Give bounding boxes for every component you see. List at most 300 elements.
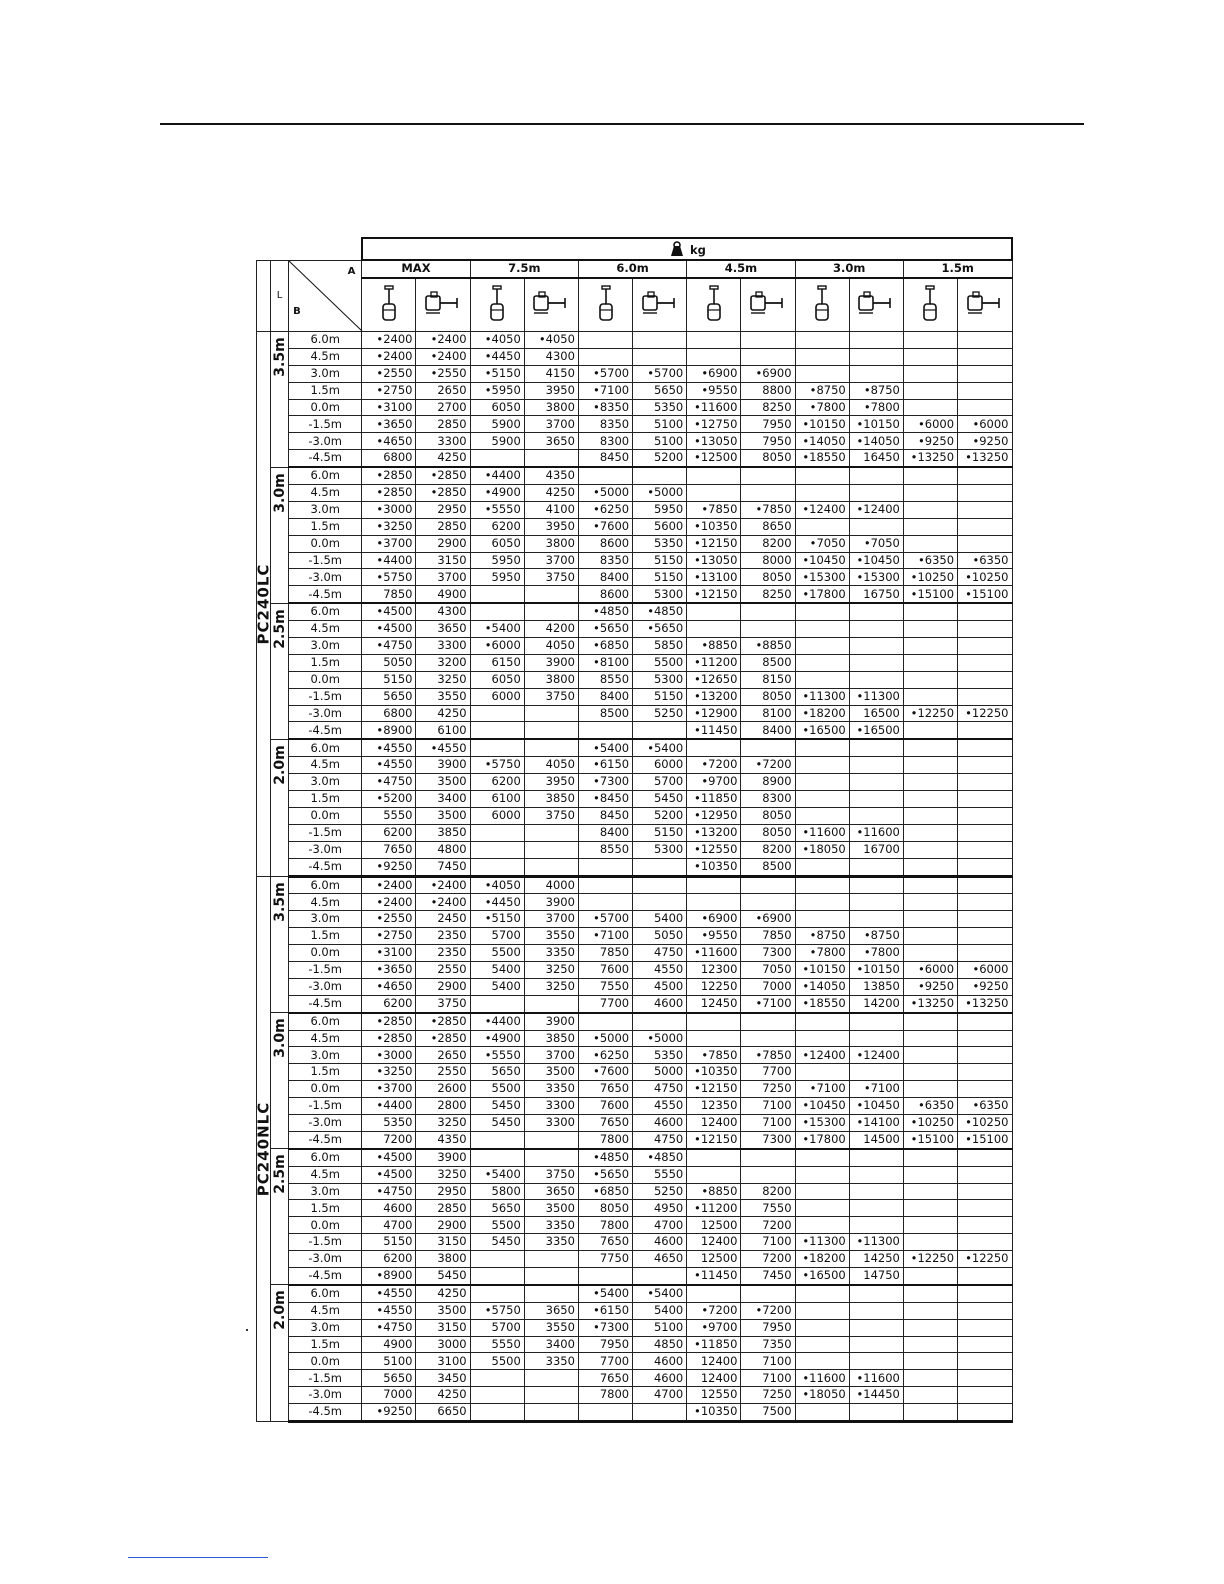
- capacity-cell: 7050: [741, 961, 795, 978]
- capacity-cell: •2850: [362, 1013, 416, 1030]
- capacity-cell: •5000: [633, 1030, 687, 1047]
- capacity-cell: 7000: [362, 1387, 416, 1404]
- capacity-cell: 7700: [741, 1064, 795, 1081]
- capacity-cell: 7250: [741, 1387, 795, 1404]
- capacity-cell: •4750: [362, 774, 416, 791]
- capacity-cell: •7100: [578, 382, 632, 399]
- capacity-cell: 12500: [687, 1251, 741, 1268]
- capacity-cell: [958, 722, 1012, 739]
- capacity-cell: 2350: [416, 945, 470, 962]
- capacity-cell: [903, 332, 957, 349]
- capacity-cell: 5350: [633, 399, 687, 416]
- capacity-cell: 8350: [578, 416, 632, 433]
- capacity-cell: •10450: [795, 1098, 849, 1115]
- capacity-cell: •6350: [903, 552, 957, 569]
- capacity-cell: [903, 1030, 957, 1047]
- capacity-cell: •2850: [362, 485, 416, 502]
- capacity-cell: [795, 739, 849, 756]
- top-rule: [160, 123, 1084, 125]
- lift-height-cell: 1.5m: [289, 1200, 362, 1217]
- capacity-cell: [903, 399, 957, 416]
- capacity-cell: 14750: [849, 1267, 903, 1284]
- capacity-cell: •10150: [849, 416, 903, 433]
- lift-height-cell: 1.5m: [289, 518, 362, 535]
- capacity-cell: [903, 1200, 957, 1217]
- capacity-cell: 7350: [741, 1336, 795, 1353]
- capacity-cell: 5900: [470, 416, 524, 433]
- capacity-cell: •2850: [362, 1030, 416, 1047]
- capacity-cell: •6000: [958, 416, 1012, 433]
- capacity-cell: [687, 603, 741, 620]
- capacity-cell: 4950: [633, 1200, 687, 1217]
- capacity-cell: [849, 467, 903, 484]
- capacity-cell: •4900: [470, 1030, 524, 1047]
- capacity-cell: 4900: [416, 586, 470, 603]
- capacity-cell: •10450: [849, 552, 903, 569]
- capacity-cell: •10250: [903, 569, 957, 586]
- capacity-cell: 8050: [741, 807, 795, 824]
- capacity-cell: •4550: [416, 739, 470, 756]
- capacity-cell: [849, 739, 903, 756]
- capacity-cell: •9700: [687, 1319, 741, 1336]
- capacity-cell: 7850: [362, 586, 416, 603]
- capacity-cell: 12350: [687, 1098, 741, 1115]
- table-row: [257, 945, 1013, 962]
- table-row: [257, 1166, 1013, 1183]
- capacity-cell: •5150: [470, 911, 524, 928]
- capacity-cell: •17800: [795, 586, 849, 603]
- capacity-cell: •2750: [362, 928, 416, 945]
- capacity-cell: [849, 1064, 903, 1081]
- over-front-icon: [687, 278, 741, 332]
- capacity-cell: 6200: [470, 518, 524, 535]
- lift-height-cell: 1.5m: [289, 791, 362, 808]
- capacity-cell: [958, 688, 1012, 705]
- capacity-cell: 3700: [524, 552, 578, 569]
- capacity-cell: •7100: [741, 995, 795, 1012]
- capacity-cell: 4100: [524, 501, 578, 518]
- capacity-cell: [903, 911, 957, 928]
- capacity-cell: •7200: [687, 757, 741, 774]
- capacity-cell: 4500: [633, 978, 687, 995]
- capacity-cell: •7300: [578, 1319, 632, 1336]
- table-row: [257, 739, 1013, 756]
- capacity-cell: [903, 535, 957, 552]
- capacity-cell: 8400: [578, 688, 632, 705]
- capacity-cell: 5150: [633, 824, 687, 841]
- table-row: [257, 807, 1013, 824]
- lift-height-cell: -3.0m: [289, 433, 362, 450]
- over-side-icon: [416, 278, 470, 332]
- capacity-cell: •4750: [362, 638, 416, 655]
- capacity-cell: •2400: [362, 332, 416, 349]
- capacity-cell: [958, 1302, 1012, 1319]
- table-row: [257, 1131, 1013, 1148]
- capacity-cell: 3900: [416, 1149, 470, 1166]
- capacity-cell: 4600: [633, 995, 687, 1012]
- capacity-cell: •5950: [470, 382, 524, 399]
- capacity-cell: •6850: [578, 1183, 632, 1200]
- capacity-cell: [903, 824, 957, 841]
- capacity-cell: 8050: [741, 824, 795, 841]
- capacity-cell: [903, 894, 957, 911]
- capacity-cell: •4500: [362, 1149, 416, 1166]
- table-row: [257, 791, 1013, 808]
- capacity-cell: 13850: [849, 978, 903, 995]
- capacity-cell: •13050: [687, 552, 741, 569]
- capacity-cell: •5400: [578, 739, 632, 756]
- over-side-icon: [633, 278, 687, 332]
- header-corner: [257, 238, 362, 260]
- capacity-cell: 12450: [687, 995, 741, 1012]
- capacity-cell: [470, 1251, 524, 1268]
- capacity-cell: [795, 757, 849, 774]
- capacity-cell: •12750: [687, 416, 741, 433]
- capacity-cell: [633, 894, 687, 911]
- capacity-cell: 6050: [470, 671, 524, 688]
- table-row: [257, 722, 1013, 739]
- capacity-cell: [903, 841, 957, 858]
- weight-icon: [668, 241, 686, 257]
- capacity-cell: [958, 945, 1012, 962]
- capacity-cell: •4500: [362, 621, 416, 638]
- capacity-cell: •10250: [958, 1114, 1012, 1131]
- capacity-cell: 5200: [633, 450, 687, 467]
- capacity-cell: 5900: [470, 433, 524, 450]
- capacity-cell: [958, 807, 1012, 824]
- capacity-cell: •4550: [362, 739, 416, 756]
- capacity-cell: •2400: [362, 348, 416, 365]
- capacity-cell: 3100: [416, 1353, 470, 1370]
- capacity-cell: 3700: [524, 416, 578, 433]
- capacity-cell: •16500: [849, 722, 903, 739]
- capacity-cell: [795, 1064, 849, 1081]
- capacity-cell: 5300: [633, 671, 687, 688]
- capacity-cell: [958, 467, 1012, 484]
- capacity-cell: [470, 705, 524, 722]
- lift-height-cell: 0.0m: [289, 671, 362, 688]
- capacity-cell: 3450: [416, 1370, 470, 1387]
- capacity-cell: •13250: [903, 450, 957, 467]
- capacity-cell: [903, 807, 957, 824]
- table-row: [257, 1098, 1013, 1115]
- capacity-cell: 3650: [524, 1183, 578, 1200]
- capacity-cell: [795, 671, 849, 688]
- capacity-cell: •12400: [795, 501, 849, 518]
- capacity-cell: •7600: [578, 518, 632, 535]
- capacity-cell: 3350: [524, 945, 578, 962]
- capacity-cell: [741, 1166, 795, 1183]
- capacity-cell: [849, 1149, 903, 1166]
- capacity-cell: [470, 450, 524, 467]
- capacity-cell: [578, 894, 632, 911]
- capacity-cell: 5850: [633, 638, 687, 655]
- capacity-cell: •3650: [362, 416, 416, 433]
- capacity-cell: •11600: [849, 1370, 903, 1387]
- capacity-cell: •5650: [578, 621, 632, 638]
- lift-height-cell: -1.5m: [289, 688, 362, 705]
- capacity-cell: 6050: [470, 399, 524, 416]
- capacity-cell: •6900: [741, 365, 795, 382]
- capacity-cell: 3700: [524, 1047, 578, 1064]
- capacity-cell: 4700: [362, 1217, 416, 1234]
- capacity-cell: •4750: [362, 1183, 416, 1200]
- capacity-cell: [849, 1200, 903, 1217]
- capacity-cell: [958, 1370, 1012, 1387]
- capacity-cell: [903, 1370, 957, 1387]
- capacity-cell: 5450: [470, 1114, 524, 1131]
- capacity-cell: [958, 1081, 1012, 1098]
- capacity-cell: [903, 1387, 957, 1404]
- table-row: [257, 824, 1013, 841]
- capacity-cell: 7200: [362, 1131, 416, 1148]
- capacity-cell: 7100: [741, 1098, 795, 1115]
- capacity-cell: •12900: [687, 705, 741, 722]
- capacity-cell: 3800: [524, 535, 578, 552]
- lift-height-cell: 0.0m: [289, 807, 362, 824]
- table-row: [257, 858, 1013, 876]
- capacity-cell: 16500: [849, 705, 903, 722]
- capacity-cell: 3750: [524, 569, 578, 586]
- capacity-cell: 5400: [633, 1302, 687, 1319]
- lift-height-cell: 4.5m: [289, 894, 362, 911]
- capacity-cell: 3150: [416, 552, 470, 569]
- capacity-cell: 12400: [687, 1370, 741, 1387]
- capacity-cell: 8650: [741, 518, 795, 535]
- table-row: [257, 757, 1013, 774]
- capacity-cell: 8200: [741, 841, 795, 858]
- capacity-cell: [903, 1285, 957, 1302]
- capacity-cell: 7450: [741, 1267, 795, 1284]
- dist-header-4-5m: 4.5m: [687, 260, 795, 278]
- capacity-cell: •6350: [958, 552, 1012, 569]
- capacity-cell: 4250: [524, 485, 578, 502]
- capacity-cell: [849, 485, 903, 502]
- capacity-cell: •11600: [687, 945, 741, 962]
- capacity-cell: •8750: [795, 928, 849, 945]
- capacity-cell: [903, 1353, 957, 1370]
- capacity-cell: [849, 348, 903, 365]
- capacity-cell: 7500: [741, 1404, 795, 1422]
- capacity-cell: 2850: [416, 1200, 470, 1217]
- capacity-cell: 8600: [578, 586, 632, 603]
- capacity-cell: 4250: [416, 1285, 470, 1302]
- capacity-cell: [849, 1336, 903, 1353]
- over-front-icon: [795, 278, 849, 332]
- capacity-cell: •4850: [633, 603, 687, 620]
- dist-header-1-5m: 1.5m: [903, 260, 1012, 278]
- capacity-cell: 7800: [578, 1387, 632, 1404]
- capacity-cell: [958, 518, 1012, 535]
- capacity-cell: •5000: [578, 485, 632, 502]
- capacity-cell: •10350: [687, 518, 741, 535]
- capacity-cell: 3350: [524, 1217, 578, 1234]
- capacity-cell: [795, 876, 849, 894]
- capacity-cell: [524, 841, 578, 858]
- capacity-cell: 8400: [741, 722, 795, 739]
- capacity-cell: [795, 485, 849, 502]
- capacity-cell: 6100: [470, 791, 524, 808]
- capacity-cell: 3400: [416, 791, 470, 808]
- capacity-cell: •12150: [687, 535, 741, 552]
- capacity-cell: 8550: [578, 671, 632, 688]
- capacity-cell: [687, 485, 741, 502]
- capacity-cell: •12150: [687, 1131, 741, 1148]
- capacity-cell: [795, 791, 849, 808]
- capacity-cell: [903, 518, 957, 535]
- lift-height-cell: 6.0m: [289, 1013, 362, 1030]
- capacity-cell: 3300: [524, 1098, 578, 1115]
- capacity-cell: [958, 1183, 1012, 1200]
- table-row: [257, 961, 1013, 978]
- capacity-cell: •7850: [741, 1047, 795, 1064]
- capacity-cell: [958, 621, 1012, 638]
- capacity-cell: [903, 774, 957, 791]
- capacity-cell: 3300: [524, 1114, 578, 1131]
- lift-height-cell: 6.0m: [289, 603, 362, 620]
- capacity-cell: 8150: [741, 671, 795, 688]
- capacity-cell: [524, 824, 578, 841]
- capacity-cell: •3700: [362, 1081, 416, 1098]
- capacity-cell: 12400: [687, 1114, 741, 1131]
- capacity-cell: 3950: [524, 518, 578, 535]
- capacity-cell: [903, 1319, 957, 1336]
- capacity-cell: 7800: [578, 1131, 632, 1148]
- model-label-cell: [254, 876, 273, 1422]
- capacity-cell: •11200: [687, 1200, 741, 1217]
- over-front-icon: [362, 278, 416, 332]
- capacity-cell: 5050: [362, 654, 416, 671]
- capacity-cell: 5150: [362, 671, 416, 688]
- table-row: [257, 978, 1013, 995]
- capacity-cell: •2550: [362, 365, 416, 382]
- capacity-cell: [958, 774, 1012, 791]
- capacity-cell: [795, 894, 849, 911]
- capacity-cell: 5450: [470, 1234, 524, 1251]
- capacity-cell: •6150: [578, 1302, 632, 1319]
- capacity-cell: •7800: [849, 399, 903, 416]
- table-row: [257, 1251, 1013, 1268]
- table-row: [257, 1217, 1013, 1234]
- capacity-cell: 8500: [578, 705, 632, 722]
- capacity-cell: [958, 1217, 1012, 1234]
- capacity-cell: [578, 876, 632, 894]
- boom-length-cell: [271, 332, 289, 468]
- capacity-cell: [958, 603, 1012, 620]
- lift-height-cell: -3.0m: [289, 705, 362, 722]
- capacity-cell: •13200: [687, 688, 741, 705]
- capacity-cell: 7650: [578, 1370, 632, 1387]
- capacity-cell: [741, 603, 795, 620]
- capacity-cell: •12550: [687, 841, 741, 858]
- capacity-cell: [903, 1081, 957, 1098]
- capacity-cell: [795, 1217, 849, 1234]
- capacity-cell: 3850: [524, 791, 578, 808]
- capacity-cell: •14050: [849, 433, 903, 450]
- capacity-cell: 3000: [416, 1336, 470, 1353]
- capacity-cell: •18550: [795, 450, 849, 467]
- capacity-cell: •8900: [362, 1267, 416, 1284]
- capacity-cell: 7100: [741, 1353, 795, 1370]
- capacity-cell: [903, 1302, 957, 1319]
- capacity-cell: [470, 858, 524, 876]
- capacity-cell: 3150: [416, 1319, 470, 1336]
- capacity-cell: •14050: [795, 978, 849, 995]
- capacity-cell: •12400: [795, 1047, 849, 1064]
- capacity-cell: [470, 824, 524, 841]
- capacity-cell: [795, 1030, 849, 1047]
- capacity-cell: •14050: [795, 433, 849, 450]
- capacity-cell: 4050: [524, 638, 578, 655]
- capacity-cell: [958, 1064, 1012, 1081]
- capacity-cell: •3000: [362, 1047, 416, 1064]
- capacity-cell: [958, 399, 1012, 416]
- capacity-cell: 3900: [524, 1013, 578, 1030]
- capacity-cell: [795, 1149, 849, 1166]
- capacity-cell: •8900: [362, 722, 416, 739]
- capacity-cell: 4250: [416, 450, 470, 467]
- capacity-cell: 4550: [633, 1098, 687, 1115]
- capacity-cell: 6000: [470, 688, 524, 705]
- capacity-cell: 8250: [741, 586, 795, 603]
- capacity-cell: [958, 911, 1012, 928]
- capacity-cell: 3850: [524, 1030, 578, 1047]
- capacity-cell: •5750: [470, 1302, 524, 1319]
- capacity-cell: •7800: [849, 945, 903, 962]
- lift-height-cell: 1.5m: [289, 1064, 362, 1081]
- capacity-cell: •9700: [687, 774, 741, 791]
- capacity-cell: 5150: [633, 552, 687, 569]
- capacity-cell: •18200: [795, 705, 849, 722]
- capacity-cell: 5700: [470, 1319, 524, 1336]
- boom-length-cell: [271, 739, 289, 876]
- capacity-cell: 4550: [633, 961, 687, 978]
- capacity-cell: •3250: [362, 518, 416, 535]
- capacity-cell: •5000: [578, 1030, 632, 1047]
- capacity-cell: 6050: [470, 535, 524, 552]
- capacity-cell: [903, 1183, 957, 1200]
- capacity-cell: •5400: [633, 1285, 687, 1302]
- capacity-cell: [903, 638, 957, 655]
- table-row: [257, 365, 1013, 382]
- boom-length-label: 2.0m: [271, 745, 288, 785]
- capacity-cell: 2350: [416, 928, 470, 945]
- model-name: PC240LC: [254, 563, 273, 645]
- capacity-cell: •9250: [362, 1404, 416, 1422]
- capacity-cell: [903, 501, 957, 518]
- capacity-cell: [633, 348, 687, 365]
- capacity-cell: •7850: [741, 501, 795, 518]
- capacity-cell: •5400: [578, 1285, 632, 1302]
- capacity-cell: [687, 1149, 741, 1166]
- capacity-cell: [470, 1370, 524, 1387]
- capacity-cell: •13100: [687, 569, 741, 586]
- capacity-cell: [958, 1234, 1012, 1251]
- capacity-cell: •5750: [470, 757, 524, 774]
- capacity-cell: •11450: [687, 722, 741, 739]
- capacity-cell: 3750: [416, 995, 470, 1012]
- capacity-cell: •7050: [795, 535, 849, 552]
- capacity-cell: •15300: [795, 569, 849, 586]
- capacity-cell: 8300: [578, 433, 632, 450]
- capacity-cell: 6200: [362, 1251, 416, 1268]
- capacity-cell: 4600: [633, 1353, 687, 1370]
- capacity-cell: [578, 332, 632, 349]
- capacity-cell: [524, 1404, 578, 1422]
- capacity-cell: •3650: [362, 961, 416, 978]
- capacity-cell: 8100: [741, 705, 795, 722]
- capacity-cell: 6150: [470, 654, 524, 671]
